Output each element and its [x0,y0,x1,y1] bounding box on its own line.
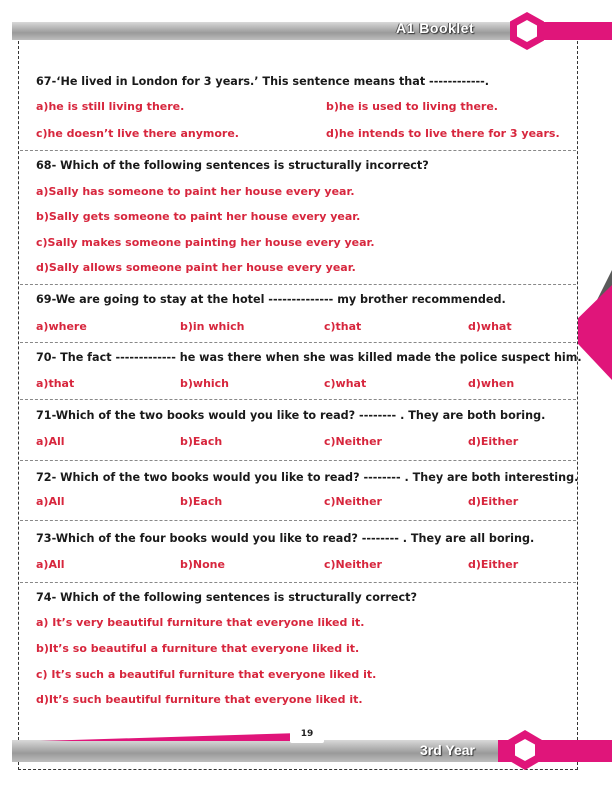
option-67-d: d)he intends to live there for 3 years. [326,127,560,140]
option-71-a: a)All [36,435,65,448]
question-73: 73-Which of the four books would you like to read? -------- . They are all boring. [36,532,535,545]
page-number: 19 [290,729,324,743]
side-tab [578,285,612,380]
question-67: 67-‘He lived in London for 3 years.’ This sentence means that ------------. [36,75,490,88]
option-71-c: c)Neither [324,435,382,448]
question-71: 71-Which of the two books would you like to read? -------- . They are both boring. [36,409,546,422]
option-69-c: c)that [324,320,362,333]
option-67-a: a)he is still living there. [36,100,185,113]
option-69-a: a)where [36,320,87,333]
option-70-c: c)what [324,377,367,390]
option-70-a: a)that [36,377,75,390]
option-74-d: d)It’s such beautiful furniture that everyone liked it. [36,693,363,706]
question-70: 70- The fact ------------- he was there when she was killed made the police suspect him. [36,351,582,364]
option-72-a: a)All [36,495,65,508]
option-68-d: d)Sally allows someone paint her house every year. [36,261,356,274]
year-label: 3rd Year [420,742,476,758]
divider [20,284,576,285]
divider [20,150,576,151]
option-68-b: b)Sally gets someone to paint her house every year. [36,210,361,223]
question-69: 69-We are going to stay at the hotel -------------- my brother recommended. [36,293,506,306]
option-69-d: d)what [468,320,512,333]
option-74-a: a) It’s very beautiful furniture that everyone liked it. [36,616,365,629]
option-70-b: b)which [180,377,230,390]
option-74-b: b)It’s so beautiful a furniture that everyone liked it. [36,642,360,655]
divider [20,520,576,521]
option-68-a: a)Sally has someone to paint her house every year. [36,185,355,198]
divider [20,342,576,343]
question-74: 74- Which of the following sentences is structurally correct? [36,591,417,604]
option-73-c: c)Neither [324,558,382,571]
divider [20,460,576,461]
question-72: 72- Which of the two books would you like to read? -------- . They are both interesting. [36,471,579,484]
divider [20,399,576,400]
booklet-title: A1 Booklet [396,20,475,36]
option-68-c: c)Sally makes someone painting her house every year. [36,236,375,249]
option-72-c: c)Neither [324,495,382,508]
question-68: 68- Which of the following sentences is structurally incorrect? [36,159,429,172]
option-69-b: b)in which [180,320,245,333]
option-73-a: a)All [36,558,65,571]
option-71-d: d)Either [468,435,519,448]
option-72-d: d)Either [468,495,519,508]
option-72-b: b)Each [180,495,223,508]
option-71-b: b)Each [180,435,223,448]
option-73-b: b)None [180,558,225,571]
divider [20,582,576,583]
option-73-d: d)Either [468,558,519,571]
option-67-c: c)he doesn’t live there anymore. [36,127,239,140]
option-70-d: d)when [468,377,515,390]
option-67-b: b)he is used to living there. [326,100,498,113]
option-74-c: c) It’s such a beautiful furniture that everyone liked it. [36,668,377,681]
